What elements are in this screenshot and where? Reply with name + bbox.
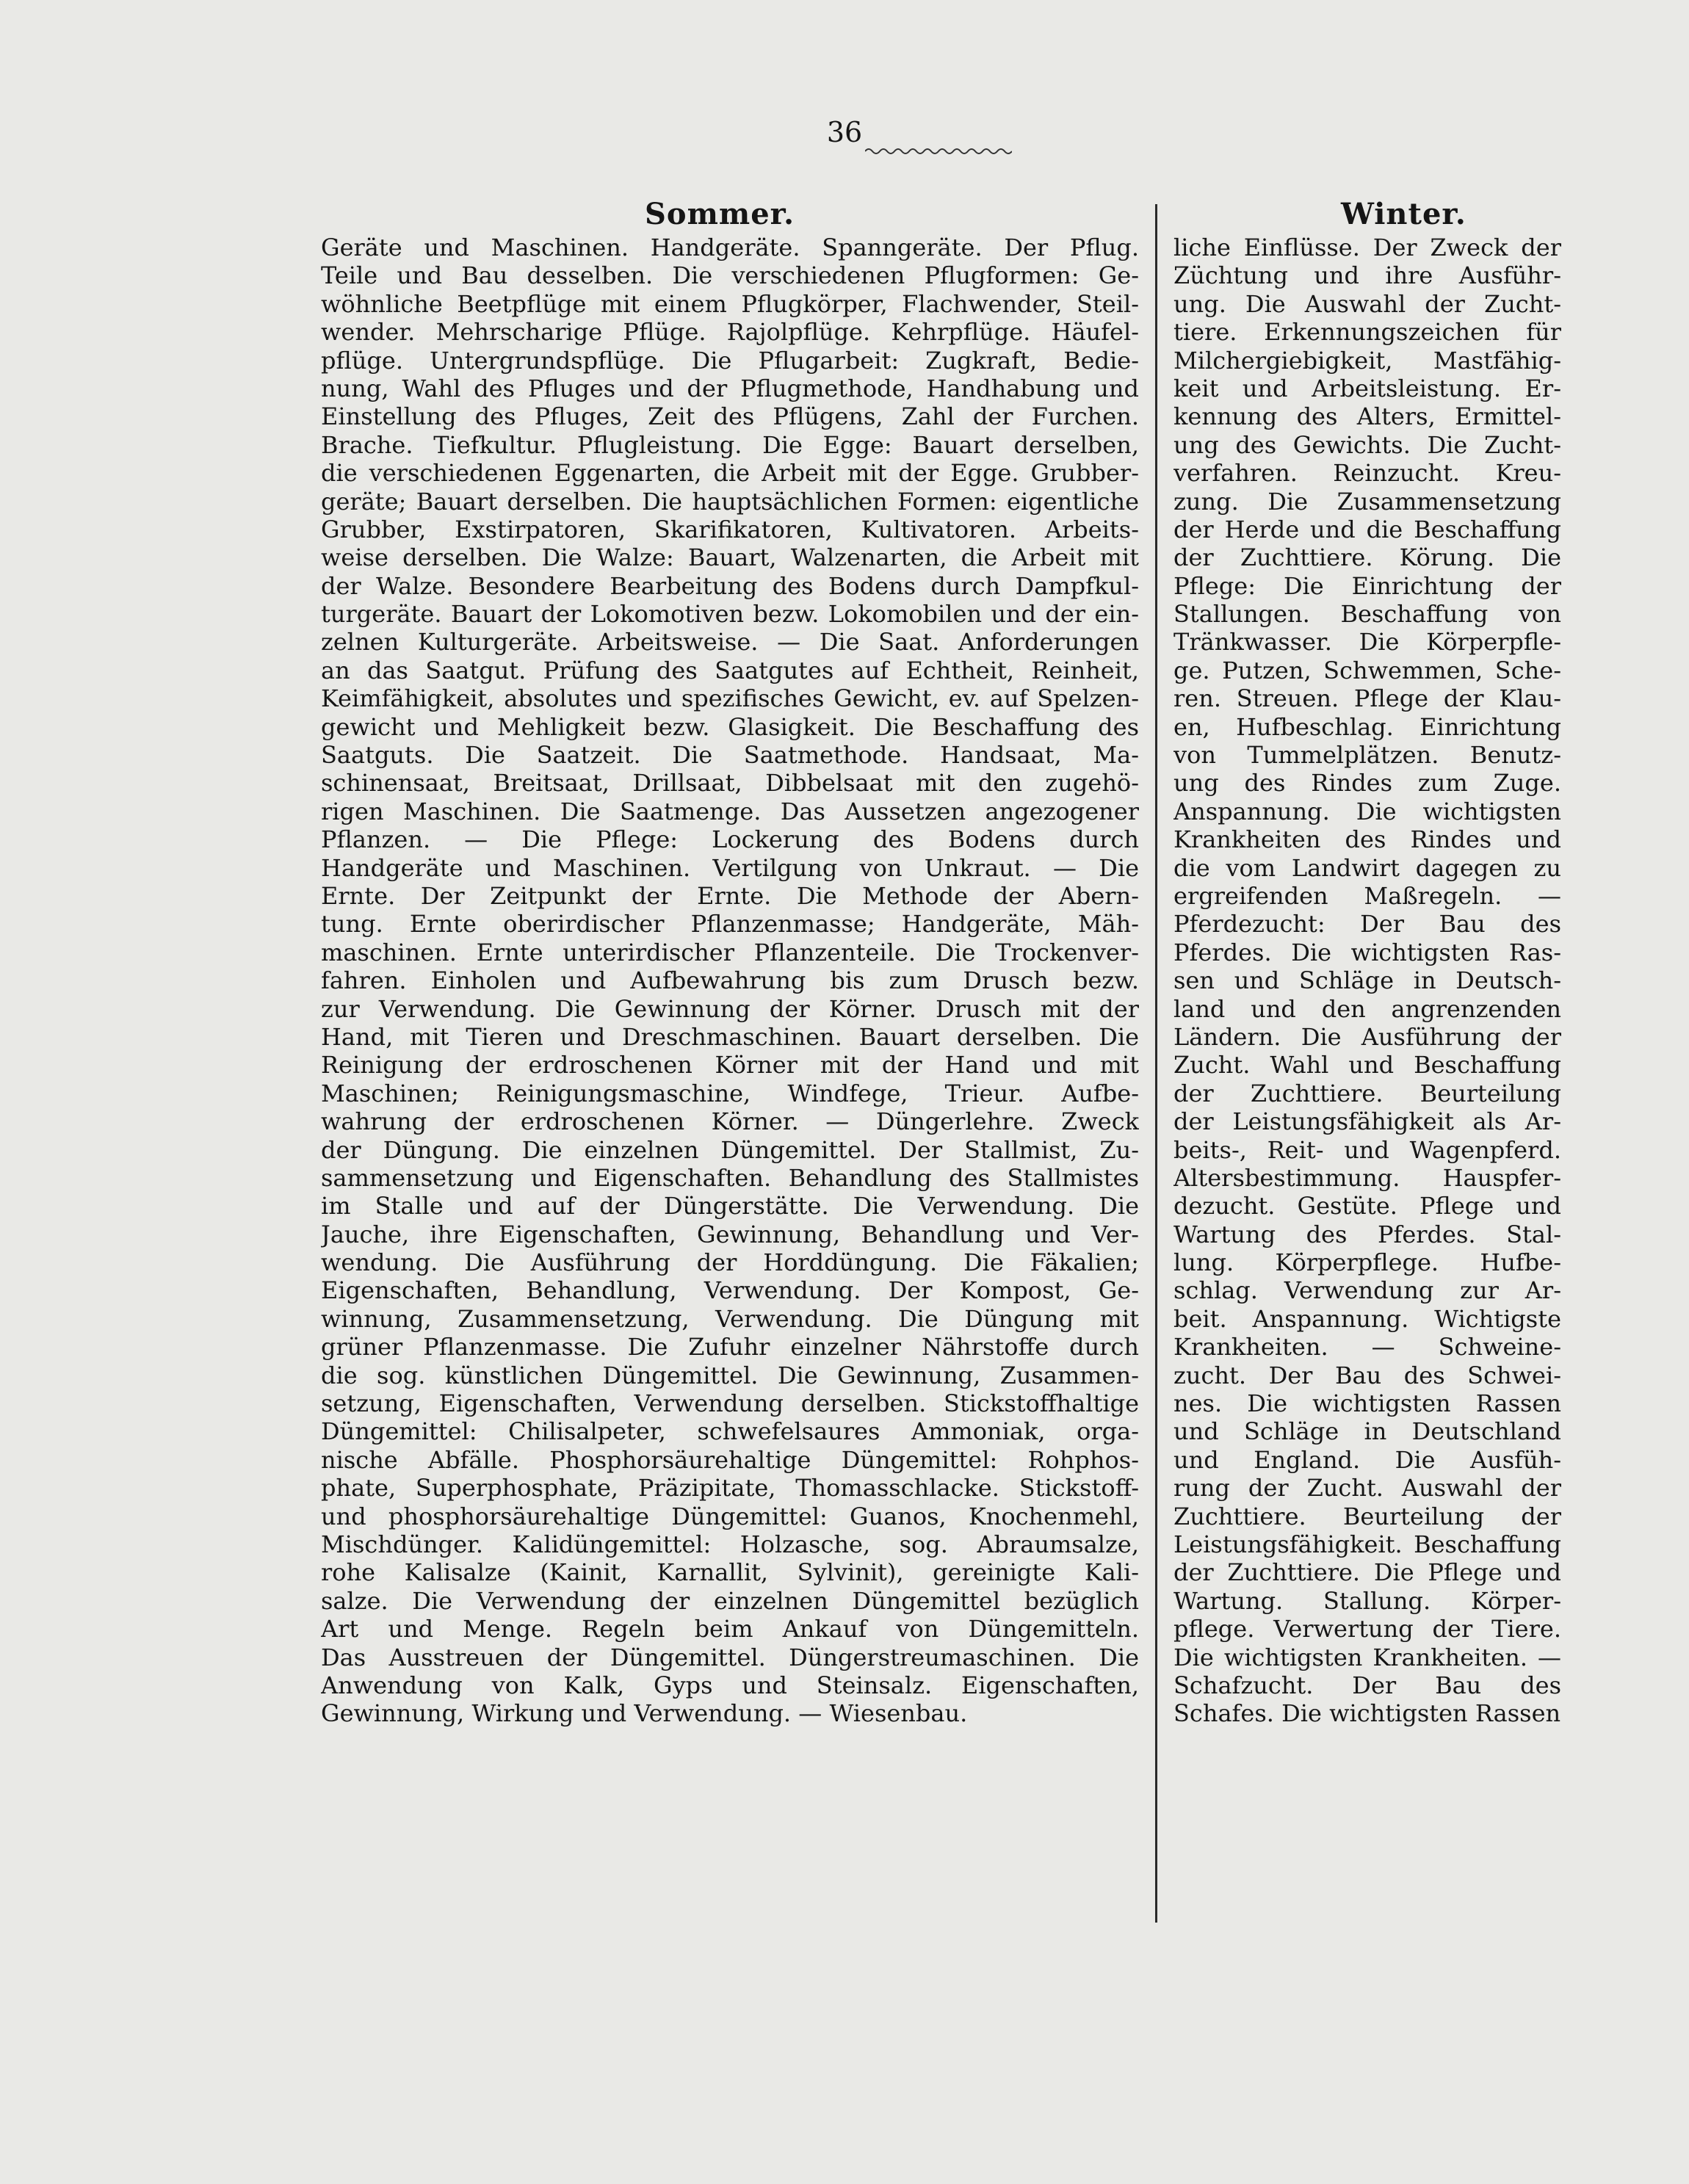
- text-line: Jauche, ihre Eigenschaften, Gewinnung, Behandlung und Ver-: [321, 1220, 1139, 1248]
- ornament-wave: [865, 144, 1012, 159]
- text-line: der Zuchttiere. Körung. Die: [1173, 543, 1561, 572]
- text-line: kennung des Alters, Ermittel-: [1173, 402, 1561, 431]
- text-line: land und den angrenzenden: [1173, 994, 1561, 1023]
- text-line: rigen Maschinen. Die Saatmenge. Das Aussetzen angezogener: [321, 797, 1139, 825]
- text-line: turgeräte. Bauart der Lokomotiven bezw. Lokomobilen und der ein-: [321, 600, 1139, 629]
- text-line: zur Verwendung. Die Gewinnung der Körner. Drusch mit der: [321, 994, 1139, 1023]
- text-line: Schafzucht. Der Bau des: [1173, 1671, 1561, 1699]
- text-line: die vom Landwirt dagegen zu: [1173, 853, 1561, 882]
- text-line: dezucht. Gestüte. Pflege und: [1173, 1192, 1561, 1221]
- text-line: Saatguts. Die Saatzeit. Die Saatmethode. Handsaat, Ma-: [321, 741, 1139, 770]
- text-line: Grubber, Exstirpatoren, Skarifikatoren, Kultivatoren. Arbeits-: [321, 515, 1139, 543]
- text-line: im Stalle und auf der Düngerstätte. Die Verwendung. Die: [321, 1192, 1139, 1221]
- text-line: Die wichtigsten Krankheiten. —: [1173, 1643, 1561, 1671]
- text-line: wöhnliche Beetpflüge mit einem Pflugkörper, Flachwender, Steil-: [321, 289, 1139, 318]
- text-line: pflüge. Untergrundspflüge. Die Pflugarbeit: Zugkraft, Bedie-: [321, 346, 1139, 375]
- text-line: an das Saatgut. Prüfung des Saatgutes auf Echtheit, Reinheit,: [321, 656, 1139, 684]
- text-line: schlag. Verwendung zur Ar-: [1173, 1276, 1561, 1305]
- text-line: geräte; Bauart derselben. Die hauptsächlichen Formen: eigentliche: [321, 487, 1139, 516]
- text-line: tiere. Erkennungszeichen für: [1173, 318, 1561, 347]
- text-line: Krankheiten. — Schweine-: [1173, 1333, 1561, 1362]
- text-line: Wartung. Stallung. Körper-: [1173, 1586, 1561, 1615]
- text-line: sen und Schläge in Deutsch-: [1173, 966, 1561, 995]
- text-line: pflege. Verwertung der Tiere.: [1173, 1615, 1561, 1644]
- text-line: setzung, Eigenschaften, Verwendung derselben. Stickstoffhaltige: [321, 1389, 1139, 1418]
- text-line: Anwendung von Kalk, Gyps und Steinsalz. Eigenschaften,: [321, 1671, 1139, 1699]
- text-line: rohe Kalisalze (Kainit, Karnallit, Sylvinit), gereinigte Kali-: [321, 1558, 1139, 1587]
- text-line: Pflege: Die Einrichtung der: [1173, 571, 1561, 600]
- text-line: wahrung der erdroschenen Körner. — Düngerlehre. Zweck: [321, 1107, 1139, 1136]
- text-line: maschinen. Ernte unterirdischer Pflanzenteile. Die Trockenver-: [321, 938, 1139, 966]
- text-line: Gewinnung, Wirkung und Verwendung. — Wiesenbau.: [321, 1699, 968, 1728]
- text-line: Handgeräte und Maschinen. Vertilgung von Unkraut. — Die: [321, 853, 1139, 882]
- heading-winter: Winter.: [1341, 197, 1466, 231]
- heading-sommer: Sommer.: [645, 197, 795, 231]
- column-divider: [1155, 204, 1157, 1923]
- text-line: Das Ausstreuen der Düngemittel. Düngerstreumaschinen. Die: [321, 1643, 1139, 1671]
- text-line: der Leistungsfähigkeit als Ar-: [1173, 1107, 1561, 1136]
- text-line: tung. Ernte oberirdischer Pflanzenmasse; Handgeräte, Mäh-: [321, 910, 1139, 939]
- text-line: der Zuchttiere. Die Pflege und: [1173, 1558, 1561, 1587]
- text-line: fahren. Einholen und Aufbewahrung bis zum Drusch bezw.: [321, 966, 1139, 995]
- text-line: nes. Die wichtigsten Rassen: [1173, 1389, 1561, 1418]
- text-line: verfahren. Reinzucht. Kreu-: [1173, 459, 1561, 488]
- text-line: beits-, Reit- und Wagenpferd.: [1173, 1135, 1561, 1164]
- text-line: Reinigung der erdroschenen Körner mit der Hand und mit: [321, 1051, 1139, 1080]
- text-line: Stallungen. Beschaffung von: [1173, 600, 1561, 629]
- page-number: 36: [826, 116, 863, 148]
- text-line: und England. Die Ausfüh-: [1173, 1445, 1561, 1474]
- text-line: Leistungsfähigkeit. Beschaffung: [1173, 1530, 1561, 1558]
- text-line: Schafes. Die wichtigsten Rassen: [1173, 1699, 1561, 1728]
- text-line: Pferdes. Die wichtigsten Ras-: [1173, 938, 1561, 966]
- text-line: ergreifenden Maßregeln. —: [1173, 881, 1561, 910]
- text-line: rung der Zucht. Auswahl der: [1173, 1474, 1561, 1503]
- text-line: der Zuchttiere. Beurteilung: [1173, 1079, 1561, 1107]
- text-line: liche Einflüsse. Der Zweck der: [1173, 234, 1561, 261]
- text-line: en, Hufbeschlag. Einrichtung: [1173, 712, 1561, 741]
- text-line: Tränkwasser. Die Körperpfle-: [1173, 628, 1561, 657]
- text-line: Anspannung. Die wichtigsten: [1173, 797, 1561, 825]
- text-line: Pflanzen. — Die Pflege: Lockerung des Bodens durch: [321, 825, 1139, 854]
- text-line: Keimfähigkeit, absolutes und spezifisches Gewicht, ev. auf Spelzen-: [321, 684, 1139, 713]
- text-line: und Schläge in Deutschland: [1173, 1417, 1561, 1446]
- text-line: der Herde und die Beschaffung: [1173, 515, 1561, 543]
- text-line: ren. Streuen. Pflege der Klau-: [1173, 684, 1561, 713]
- text-line: wender. Mehrscharige Pflüge. Rajolpflüge. Kehrpflüge. Häufel-: [321, 318, 1139, 347]
- text-line: zung. Die Zusammensetzung: [1173, 487, 1561, 516]
- text-line: Altersbestimmung. Hauspfer-: [1173, 1163, 1561, 1192]
- text-line: die sog. künstlichen Düngemittel. Die Gewinnung, Zusammen-: [321, 1361, 1139, 1389]
- text-line: lung. Körperpflege. Hufbe-: [1173, 1248, 1561, 1277]
- text-line: von Tummelplätzen. Benutz-: [1173, 741, 1561, 770]
- text-line: keit und Arbeitsleistung. Er-: [1173, 374, 1561, 402]
- text-line: Hand, mit Tieren und Dreschmaschinen. Bauart derselben. Die: [321, 1022, 1139, 1051]
- text-line: ge. Putzen, Schwemmen, Sche-: [1173, 656, 1561, 684]
- text-line: der Düngung. Die einzelnen Düngemittel. Der Stallmist, Zu-: [321, 1135, 1139, 1164]
- text-line: Züchtung und ihre Ausführ-: [1173, 261, 1561, 290]
- text-line: Art und Menge. Regeln beim Ankauf von Düngemitteln.: [321, 1615, 1139, 1644]
- text-line: beit. Anspannung. Wichtigste: [1173, 1304, 1561, 1333]
- text-line: Maschinen; Reinigungsmaschine, Windfege, Trieur. Aufbe-: [321, 1079, 1139, 1107]
- column-sommer: [321, 234, 1139, 1728]
- text-line: sammensetzung und Eigenschaften. Behandlung des Stallmistes: [321, 1163, 1139, 1192]
- text-line: zelnen Kulturgeräte. Arbeitsweise. — Die Saat. Anforderungen: [321, 628, 1139, 657]
- text-line: Teile und Bau desselben. Die verschiedenen Pflugformen: Ge-: [321, 261, 1139, 290]
- text-line: Einstellung des Pfluges, Zeit des Pflügens, Zahl der Furchen.: [321, 402, 1139, 431]
- text-line: winnung, Zusammensetzung, Verwendung. Die Düngung mit: [321, 1304, 1139, 1333]
- text-line: der Walze. Besondere Bearbeitung des Bodens durch Dampfkul-: [321, 571, 1139, 600]
- text-line: ung des Rindes zum Zuge.: [1173, 769, 1561, 798]
- text-line: Milchergiebigkeit, Mastfähig-: [1173, 346, 1561, 375]
- column-winter: [1173, 234, 1561, 1728]
- text-line: Geräte und Maschinen. Handgeräte. Spanngeräte. Der Pflug.: [321, 234, 1139, 261]
- text-line: weise derselben. Die Walze: Bauart, Walzenarten, die Arbeit mit: [321, 543, 1139, 572]
- text-line: Brache. Tiefkultur. Pflugleistung. Die Egge: Bauart derselben,: [321, 430, 1139, 459]
- text-line: wendung. Die Ausführung der Horddüngung. Die Fäkalien;: [321, 1248, 1139, 1277]
- text-line: ung des Gewichts. Die Zucht-: [1173, 430, 1561, 459]
- text-line: Eigenschaften, Behandlung, Verwendung. Der Kompost, Ge-: [321, 1276, 1139, 1305]
- text-line: Wartung des Pferdes. Stal-: [1173, 1220, 1561, 1248]
- text-line: nung, Wahl des Pfluges und der Pflugmethode, Handhabung und: [321, 374, 1139, 402]
- text-line: und phosphorsäurehaltige Düngemittel: Guanos, Knochenmehl,: [321, 1502, 1139, 1530]
- text-line: phate, Superphosphate, Präzipitate, Thomasschlacke. Stickstoff-: [321, 1474, 1139, 1503]
- text-line: Krankheiten des Rindes und: [1173, 825, 1561, 854]
- text-line: grüner Pflanzenmasse. Die Zufuhr einzelner Nährstoffe durch: [321, 1333, 1139, 1362]
- text-line: Ländern. Die Ausführung der: [1173, 1022, 1561, 1051]
- text-line: schinensaat, Breitsaat, Drillsaat, Dibbelsaat mit den zugehö-: [321, 769, 1139, 798]
- text-line: zucht. Der Bau des Schwei-: [1173, 1361, 1561, 1389]
- text-line: die verschiedenen Eggenarten, die Arbeit mit der Egge. Grubber-: [321, 459, 1139, 488]
- text-line: gewicht und Mehligkeit bezw. Glasigkeit. Die Beschaffung des: [321, 712, 1139, 741]
- text-line: ung. Die Auswahl der Zucht-: [1173, 289, 1561, 318]
- text-line: Ernte. Der Zeitpunkt der Ernte. Die Methode der Abern-: [321, 881, 1139, 910]
- text-line: Mischdünger. Kalidüngemittel: Holzasche, sog. Abraumsalze,: [321, 1530, 1139, 1558]
- text-line: nische Abfälle. Phosphorsäurehaltige Düngemittel: Rohphos-: [321, 1445, 1139, 1474]
- text-line: Zuchttiere. Beurteilung der: [1173, 1502, 1561, 1530]
- text-line: Pferdezucht: Der Bau des: [1173, 910, 1561, 939]
- text-line: salze. Die Verwendung der einzelnen Düngemittel bezüglich: [321, 1586, 1139, 1615]
- text-line: Zucht. Wahl und Beschaffung: [1173, 1051, 1561, 1080]
- text-line: Düngemittel: Chilisalpeter, schwefelsaures Ammoniak, orga-: [321, 1417, 1139, 1446]
